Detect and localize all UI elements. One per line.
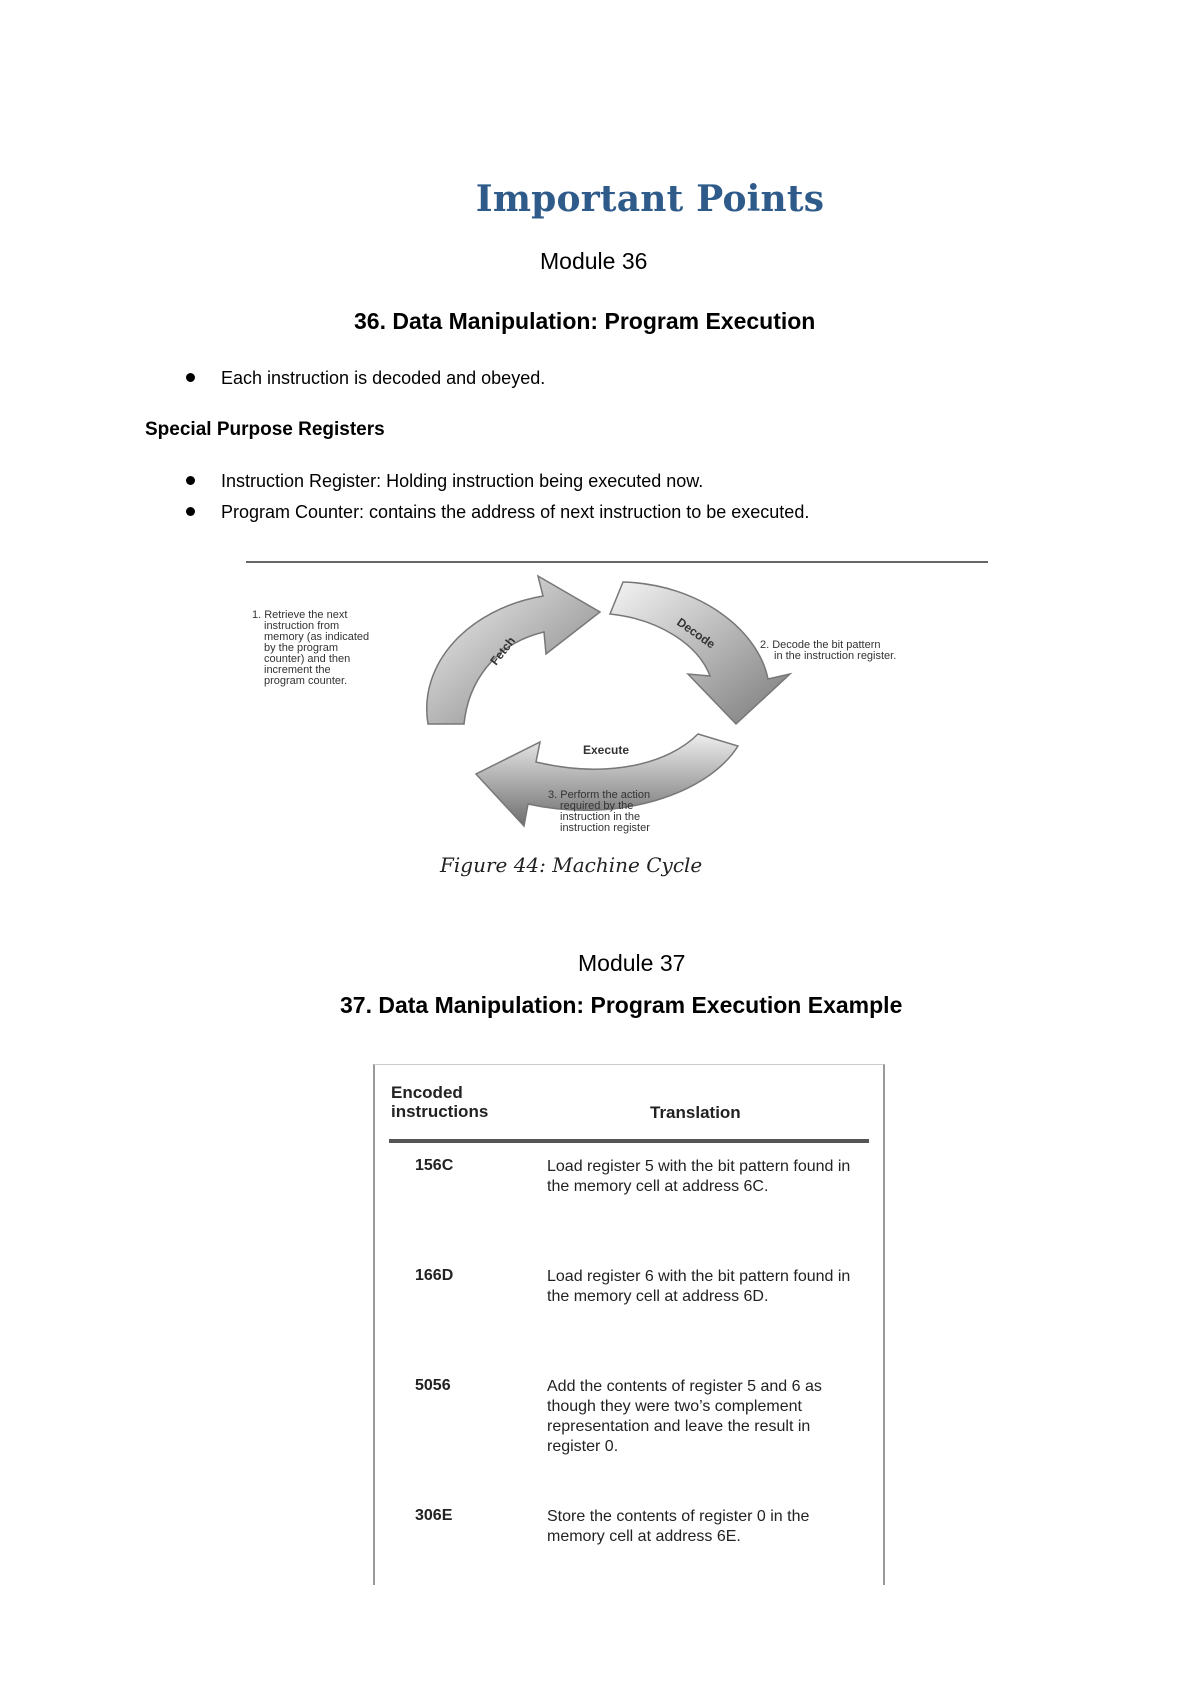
- instruction-code: 166D: [415, 1267, 454, 1284]
- module-36-label: Module 36: [540, 248, 648, 274]
- bullet-icon: [186, 476, 195, 485]
- svg-text:2. Decode the bit pattern: 2. Decode the bit pattern: [760, 639, 881, 651]
- bullet-text: Program Counter: contains the address of next instruction to be executed.: [221, 502, 810, 522]
- svg-text:instruction from: instruction from: [264, 620, 340, 632]
- bullet-text: Instruction Register: Holding instruction being executed now.: [221, 471, 704, 491]
- svg-text:3. Perform the action: 3. Perform the action: [548, 789, 651, 801]
- svg-text:memory (as indicated: memory (as indicated: [264, 631, 370, 643]
- bullet-item: [186, 471, 703, 492]
- module-37-label: Module 37: [578, 950, 686, 976]
- instruction-code: 306E: [415, 1507, 453, 1524]
- decode-arrow: [610, 582, 790, 724]
- svg-text:by the program: by the program: [264, 642, 338, 654]
- execute-label: Execute: [583, 743, 630, 757]
- svg-text:program counter.: program counter.: [264, 675, 348, 687]
- bullet-item: [186, 502, 809, 523]
- figure-caption: Figure 44: Machine Cycle: [440, 853, 703, 877]
- decode-label: Decode: [674, 614, 718, 652]
- page-title: Important Points: [475, 178, 825, 220]
- fetch-label: Fetch: [487, 633, 519, 668]
- instruction-translation: Load register 6 with the bit pattern found in the memory cell at address 6D.: [547, 1268, 851, 1305]
- svg-text:increment the: increment the: [264, 664, 331, 676]
- instruction-translation: Store the contents of register 0 in the memory cell at address 6E.: [547, 1508, 810, 1545]
- special-registers-heading: Special Purpose Registers: [145, 419, 385, 440]
- fetch-arrow: [427, 576, 600, 724]
- svg-text:1. Retrieve the next: 1. Retrieve the next: [252, 609, 348, 621]
- bullet-icon: [186, 373, 195, 382]
- step3-text: [548, 789, 650, 834]
- header-rule: [389, 1139, 869, 1143]
- module-37-heading: 37. Data Manipulation: Program Execution Example: [340, 992, 903, 1018]
- svg-text:required by the: required by the: [560, 800, 634, 812]
- bullet-icon: [186, 507, 195, 516]
- instruction-code: 156C: [415, 1157, 454, 1174]
- svg-text:counter) and then: counter) and then: [264, 653, 351, 665]
- column-header-encoded: Encoded instructions: [391, 1083, 489, 1121]
- instruction-translation: Load register 5 with the bit pattern found in the memory cell at address 6C.: [547, 1158, 851, 1195]
- machine-cycle-figure: [238, 554, 998, 904]
- column-header-translation: Translation: [650, 1103, 741, 1122]
- instruction-code: 5056: [415, 1377, 451, 1394]
- bullet-text: Each instruction is decoded and obeyed.: [221, 368, 546, 388]
- bullet-item: [186, 368, 545, 389]
- step2-text: [760, 639, 896, 662]
- instruction-translation: Add the contents of register 5 and 6 as though they were two’s complement representation and leave the result in register 0.: [547, 1378, 822, 1455]
- svg-text:instruction register: instruction register: [560, 822, 650, 834]
- instruction-table: [373, 1064, 885, 1585]
- module-36-heading: 36. Data Manipulation: Program Execution: [354, 308, 816, 334]
- svg-text:in the instruction register.: in the instruction register.: [774, 650, 897, 662]
- svg-text:instruction in the: instruction in the: [560, 811, 641, 823]
- step1-text: [252, 609, 369, 687]
